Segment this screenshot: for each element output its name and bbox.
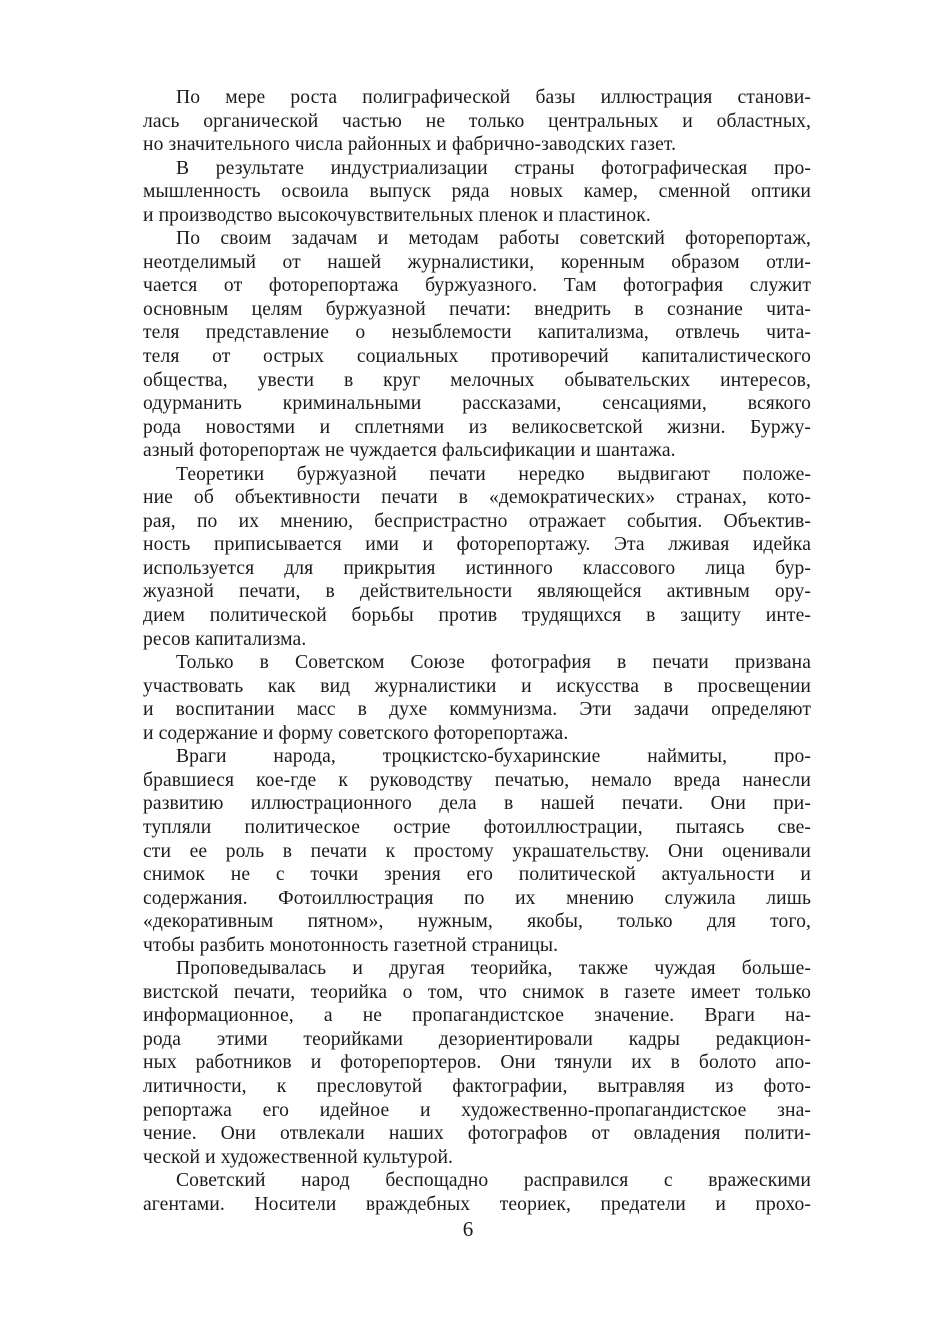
text-line: снимок не с точки зрения его политической актуальности и xyxy=(143,864,811,886)
text-line: чтобы разбить монотонность газетной страницы. xyxy=(143,934,559,956)
text-line: жуазной печати, в действительности являющейся активным ору- xyxy=(143,581,811,603)
text-line: По своим задачам и методам работы советский фоторепортаж, xyxy=(176,228,811,250)
text-line: но значительного числа районных и фабрично-заводских газет. xyxy=(143,134,677,156)
text-line: лась органической частью не только центральных и областных, xyxy=(143,110,811,132)
paragraph xyxy=(143,1169,811,1216)
text-line: Теоретики буржуазной печати нередко выдвигают положе- xyxy=(176,463,811,485)
page-text-body xyxy=(143,86,811,1216)
text-line: общества, увести в круг мелочных обывательских интересов, xyxy=(143,369,811,391)
text-line: В результате индустриализации страны фотографическая про- xyxy=(176,157,811,179)
text-line: информационное, а не пропагандистское значение. Враги на- xyxy=(143,1005,811,1027)
text-line: участвовать как вид журналистики и искусства в просвещении xyxy=(143,675,811,697)
page-number: 6 xyxy=(462,1217,474,1241)
text-line: тупляли политическое острие фотоиллюстрации, пытаясь све- xyxy=(143,816,811,838)
text-line: По мере роста полиграфической базы иллюстрация станови- xyxy=(176,87,811,108)
text-line: Только в Советском Союзе фотография в печати призвана xyxy=(176,652,811,674)
text-line: развитию иллюстрационного дела в нашей печати. Они при- xyxy=(143,793,811,815)
text-line: мышленность освоила выпуск ряда новых камер, сменной оптики xyxy=(143,181,811,203)
text-line: Советский народ беспощадно расправился с вражескими xyxy=(176,1170,811,1192)
text-line: теля представление о незыблемости капитализма, отвлечь чита- xyxy=(143,322,811,344)
text-line: ность приписывается ими и фоторепортажу. Эта лживая идейка xyxy=(143,534,811,556)
text-line: Враги народа, троцкистско-бухаринские наймиты, про- xyxy=(176,746,811,768)
paragraph xyxy=(143,157,811,228)
paragraph xyxy=(143,651,811,745)
text-line: неотделимый от нашей журналистики, коренным образом отли- xyxy=(143,251,811,273)
text-line: и содержание и форму советского фоторепортажа. xyxy=(143,722,569,744)
text-line: ние об объективности печати в «демократических» странах, кото- xyxy=(143,487,811,509)
paragraph xyxy=(143,227,811,462)
text-line: рая, по их мнению, беспристрастно отражает события. Объектив- xyxy=(143,510,811,532)
text-line: азный фоторепортаж не чуждается фальсификации и шантажа. xyxy=(143,440,676,462)
text-line: рода этими теорийками дезориентировали кадры редакцион- xyxy=(143,1028,811,1050)
text-line: одурманить криминальными рассказами, сенсациями, всякого xyxy=(143,393,811,415)
text-line: ческой и художественной культурой. xyxy=(143,1146,454,1168)
text-line: ных работников и фоторепортеров. Они тянули их в болото апо- xyxy=(143,1052,811,1074)
text-line: ресов капитализма. xyxy=(143,628,307,650)
text-line: и производство высокочувствительных пленок и пластинок. xyxy=(143,204,651,226)
text-line: рода новостями и сплетнями из великосветской жизни. Буржу- xyxy=(143,416,811,438)
text-line: Проповедывалась и другая теорийка, также чуждая большe- xyxy=(176,958,811,980)
text-line: содержания. Фотоиллюстрация по их мнению служила лишь xyxy=(143,887,811,909)
text-line: агентами. Носители враждебных теориек, предатели и прохо- xyxy=(143,1193,811,1215)
paragraph xyxy=(143,463,811,651)
text-line: «декоративным пятном», нужным, якобы, только для того, xyxy=(143,911,811,933)
paragraph xyxy=(143,957,811,1169)
text-line: чается от фоторепортажа буржуазного. Там фотография служит xyxy=(143,275,811,297)
text-line: вистской печати, теорийка о том, что снимок в газете имеет только xyxy=(143,981,811,1003)
text-line: бравшиеся кое-где к руководству печатью, немало вреда нанесли xyxy=(143,769,811,791)
text-line: теля от острых социальных противоречий капиталистического xyxy=(143,346,811,368)
text-line: чение. Они отвлекали наших фотографов от овладения полити- xyxy=(143,1123,811,1145)
paragraph xyxy=(143,745,811,957)
text-line: репортажа его идейное и художественно-пропагандистское зна- xyxy=(143,1099,811,1121)
text-line: и воспитании масс в духе коммунизма. Эти задачи определяют xyxy=(143,699,811,721)
text-line: основным целям буржуазной печати: внедрить в сознание чита- xyxy=(143,298,811,320)
text-line: используется для прикрытия истинного классового лица бур- xyxy=(143,557,811,579)
text-line: дием политической борьбы против трудящихся в защиту инте- xyxy=(143,605,811,627)
text-line: литичности, к пресловутой фактографии, вытравляя из фото- xyxy=(143,1075,811,1097)
paragraph xyxy=(143,86,811,157)
text-line: сти ее роль в печати к простому украшательству. Они оценивали xyxy=(143,840,811,862)
